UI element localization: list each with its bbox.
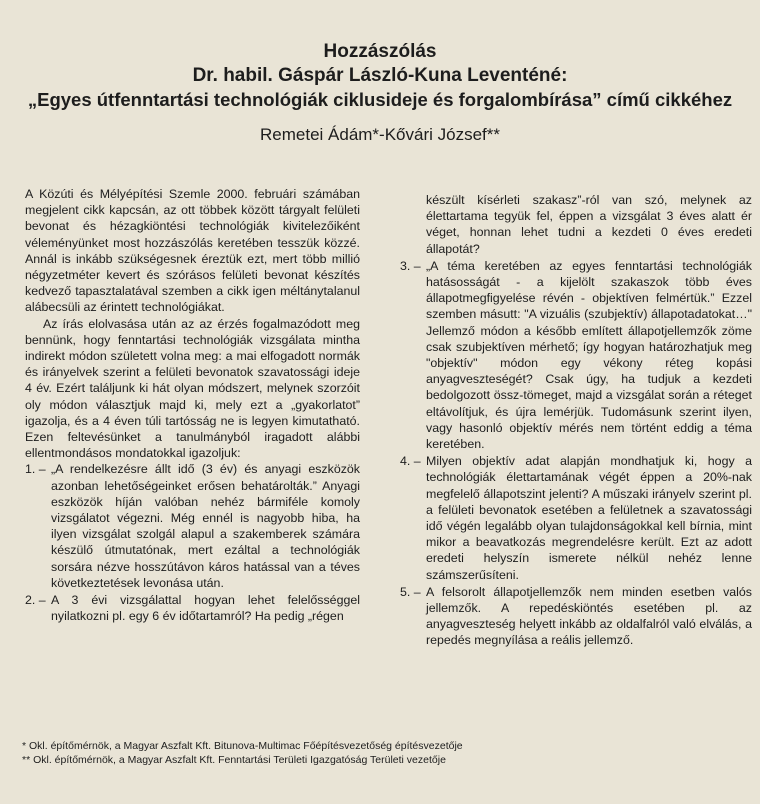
list-number-2: 2. – xyxy=(25,593,46,608)
list-text-5: A felsorolt állapotjellemzők nem minden esetben valós jellemzők. A repedéskiöntés esetében pl. az anyagveszteség helyett inkább az oldalfalról való elválás, a repedés megnyílása a reális jellemző. xyxy=(426,584,752,648)
second-paragraph: Az írás elolvasása után az az érzés fogalmazódott meg bennünk, hogy fenntartási technológiák vizsgálata mintha indirekt módon született volna meg: a mai elfogadott normák és irányelvek szerint a felületi bevonatok szavatossági ideje 4 év. Ezért találjunk ki hát olyan módszert, melynek szorzóit oly módon választjuk majd ki, mely ezt a „gyakorlatot” igazolja, és a 4 éven túli tartósság ne is legyen kimutatható. Ezen feltevésünket a tanulmányból iragadott alábbi ellentmondásos mondatokkal igazoljuk: xyxy=(25,316,360,461)
footnote-2: ** Okl. építőmérnök, a Magyar Aszfalt Kft. Fenntartási Területi Igazgatóság Területi vezetője xyxy=(22,754,446,766)
list-item-2-continued xyxy=(400,192,752,257)
list-item-3 xyxy=(400,258,752,452)
intro-paragraph: A Közúti és Mélyépítési Szemle 2000. februári számában megjelent cikk kapcsán, az ott többek között tárgyalt felületi bevonat és hézagkiöntési technológiák kivitelezőiként véleményünket most hozzászólás keretében tesszük közzé. Annál is inkább szükségesnek éreztük ezt, mert több millió négyzetméter kevert és szórásos felületi bevonat készítés kedvező tapasztalatával szemben a cikk igen méltánytalanul alábecsüli az érintett technológiákat. xyxy=(25,187,360,315)
list-text-4: Milyen objektív adat alapján mondhatjuk ki, hogy a technológiák élettartamának végét éppen a 20%-nak megfelelő állapotszint jelenti? A műszaki irányelv szerint pl. a felületi bevonatok esetében a felületnek a szavatossági idő végén legalább olyan tulajdonságokkal kell bírnia, mint mikor a beavatkozás megrendelésre került. Ezt az adott eredeti helyszín ismerete nélkül nehéz lenne számszerűsíteni. xyxy=(426,454,752,582)
list-text-1: „A rendelkezésre állt idő (3 év) és anyagi eszközök azonban lehetőségeinket erősen behatárolták.” Anyagi eszközök híján valóban nehéz bármiféle komoly vizsgálatot végezni. Még ennél is nagyobb hiba, ha ilyen vizsgálat szolgál alapul a szakemberek számára készülő útmutatónak, mert ezáltal a technológiák sorsára nézve hosszútávon káros hatással van a téves következtetések levonása után. xyxy=(51,462,360,590)
authors: Remetei Ádám*-Kővári József** xyxy=(260,125,500,144)
footnote-1: * Okl. építőmérnök, a Magyar Aszfalt Kft. Bitunova-Multimac Főépítésvezetőség építésvezetője xyxy=(22,740,463,752)
list-item-5 xyxy=(400,584,752,649)
article-header xyxy=(0,40,760,163)
list-number-1: 1. – xyxy=(25,462,46,477)
list-item-2 xyxy=(25,592,360,624)
right-column xyxy=(400,192,752,650)
left-column xyxy=(25,186,360,625)
list-text-2: A 3 évi vizsgálattal hogyan lehet felelősséggel nyilatkozni pl. egy 6 év időtartamról? Ha pedig „régen xyxy=(51,593,360,624)
referenced-article-title: „Egyes útfenntartási technológiák ciklusideje és forgalombírása” című cikkéhez xyxy=(27,89,733,110)
article-kind-title: Hozzászólás xyxy=(323,41,437,62)
list-text-3: „A téma keretében az egyes fenntartási technológiák hatásosságát - a kijelölt szakaszok több éves állapotmegfigyelése révén - objektíven felmértük.” Ezzel szemben másutt: "A vizuális (szubjektív) állapotadatokat…" Jellemző módon a később említett állapotjellemzők zöme csak szubjektíven mérhető; így hogyan határozhatjuk meg "objektív" módon egy vékony réteg kopási anyagveszteségét? Csak úgy, ha tudjuk a kezdeti bedolgozott össz-tömeget, majd a vizsgálat során a réteget eltávolítjuk, és újra lemérjük. Tudomásunk szerint ilyen, vagy hasonló objektív mérés nem történt eddig a téma keretében. xyxy=(426,258,752,452)
list-number-5: 5. – xyxy=(400,584,421,599)
referenced-authors-title: Dr. habil. Gáspár László-Kuna Leventéné: xyxy=(192,65,568,86)
list-number-4: 4. – xyxy=(400,454,421,469)
list-number-3: 3. – xyxy=(400,258,421,273)
list-item-1 xyxy=(25,461,360,591)
list-text-2-continued: készült kísérleti szakasz”-ról van szó, melynek az élettartama tegyük fel, éppen a vizsgálat 3 éves alatt ér véget, honnan lehet tudni a kezdeti 0 éves eredeti állapotát? xyxy=(426,193,752,256)
footnotes xyxy=(22,739,742,767)
list-item-4 xyxy=(400,453,752,583)
